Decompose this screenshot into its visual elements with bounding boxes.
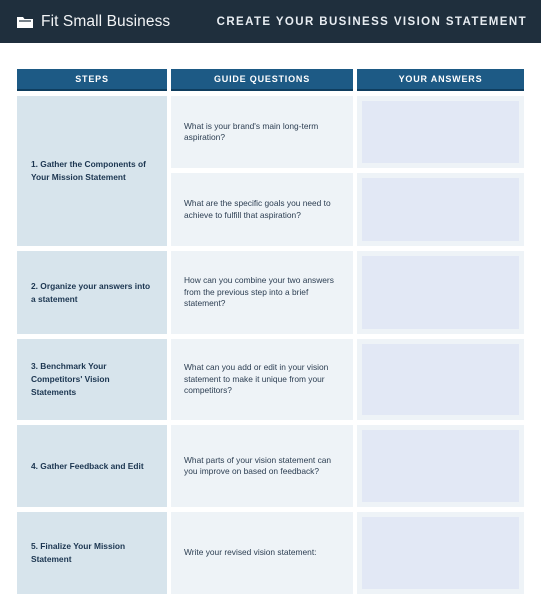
step-label: 5. Finalize Your Mission Statement <box>31 541 126 564</box>
answer-field-3[interactable] <box>362 256 519 329</box>
question-cell-2: What are the specific goals you need to achieve to fulfill that aspiration? <box>171 173 353 246</box>
question-cell-1: What is your brand's main long-term aspiration? <box>171 96 353 168</box>
answer-cell-3 <box>357 251 524 334</box>
column-header-your-answers: YOUR ANSWERS <box>357 69 524 91</box>
answer-field-2[interactable] <box>362 178 519 241</box>
answer-field-4[interactable] <box>362 344 519 415</box>
step-label: 4. Gather Feedback and Edit <box>31 460 144 471</box>
question-cell-4: What can you add or edit in your vision statement to make it unique from your competitors? <box>171 339 353 420</box>
answer-field-6[interactable] <box>362 517 519 589</box>
step-cell-2 <box>17 251 167 334</box>
brand-name: Fit Small Business <box>41 12 171 30</box>
answer-cell-5 <box>357 425 524 507</box>
answer-field-1[interactable] <box>362 101 519 163</box>
page-title: CREATE YOUR BUSINESS VISION STATEMENT <box>216 15 527 28</box>
answer-cell-6 <box>357 512 524 594</box>
step-label: 1. Gather the Components of Your Mission Statement <box>31 159 146 182</box>
step-cell-4 <box>17 425 167 507</box>
column-header-guide-questions: GUIDE QUESTIONS <box>171 69 353 91</box>
step-label: 2. Organize your answers into a statement <box>31 280 151 304</box>
answer-cell-1 <box>357 96 524 168</box>
answer-field-5[interactable] <box>362 430 519 502</box>
step-cell-5 <box>17 512 167 594</box>
brand-logo[interactable] <box>15 13 170 31</box>
header-bar <box>0 0 541 43</box>
step-cell-1 <box>17 96 167 246</box>
briefcase-icon <box>15 14 35 30</box>
question-cell-3: How can you combine your two answers from the previous step into a brief statement? <box>171 251 353 334</box>
column-header-steps: STEPS <box>17 69 167 91</box>
question-cell-6: Write your revised vision statement: <box>171 512 353 594</box>
step-cell-3 <box>17 339 167 420</box>
answer-cell-4 <box>357 339 524 420</box>
step-label: 3. Benchmark Your Competitors' Vision Statements <box>31 361 110 397</box>
question-cell-5: What parts of your vision statement can you improve on based on feedback? <box>171 425 353 507</box>
answer-cell-2 <box>357 173 524 246</box>
